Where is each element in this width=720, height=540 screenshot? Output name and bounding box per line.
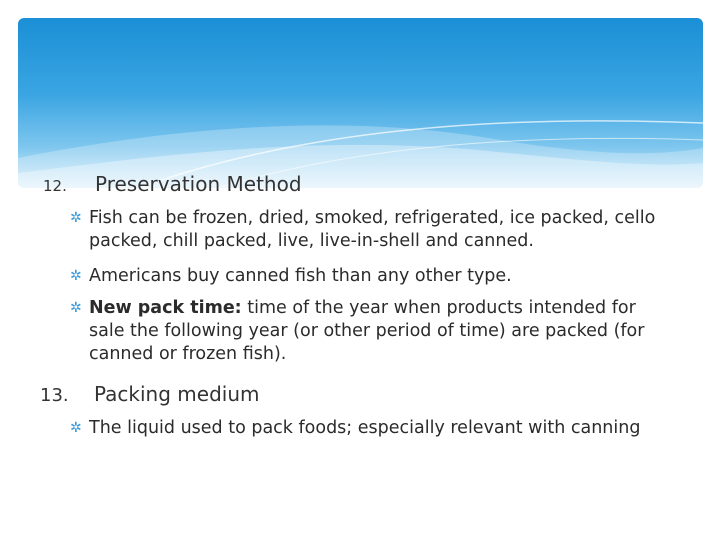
section-number: 12. [43,177,67,195]
section-heading-13 [40,382,259,406]
bullet-star-icon: ✲ [70,210,82,226]
bullet-text: Fish can be frozen, dried, smoked, refrigerated, ice packed, cello packed, chill packed, live, live-in-shell and canned. [89,208,656,251]
bullet-item [70,207,670,253]
bullet-bold-term: New pack time: [89,298,242,318]
bullet-item [70,265,670,288]
section-title: Preservation Method [95,172,302,196]
bullet-star-icon: ✲ [70,300,82,316]
bullet-text: Americans buy canned fish than any other type. [89,266,512,286]
bullet-text: The liquid used to pack foods; especially relevant with canning [89,418,641,438]
bullet-item [70,417,670,440]
bullet-item [70,297,670,366]
bullet-text: time of the year when products intended for sale the following year (or other period of time) are packed (for canned or frozen fish). [89,298,645,364]
bullet-star-icon: ✲ [70,420,82,436]
section-title: Packing medium [94,382,260,406]
section-heading-12 [43,172,302,196]
bullet-star-icon: ✲ [70,268,82,284]
section-number: 13. [40,385,69,406]
